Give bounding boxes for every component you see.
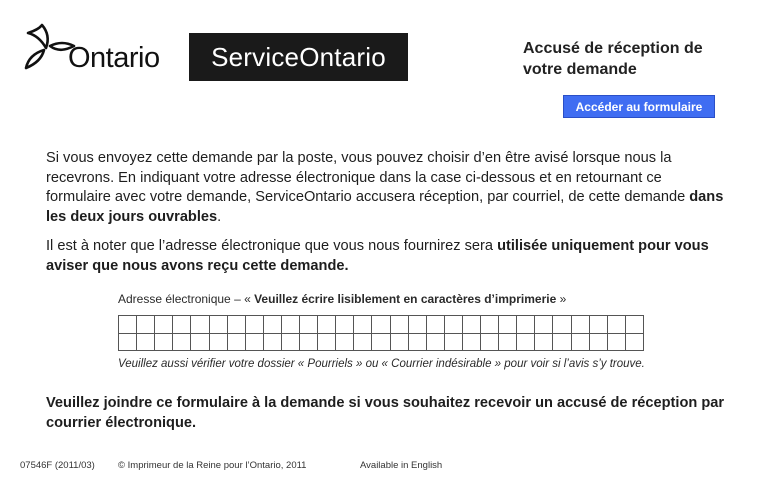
privacy-text: Il est à noter que l’adresse électronique que vous nous fournirez sera — [46, 238, 498, 254]
email-char-cell[interactable] — [264, 334, 282, 352]
privacy-bold-text: utilisée uniquement pour vous aviser que nous avons reçu cette demande. — [46, 238, 709, 274]
email-char-cell[interactable] — [626, 316, 644, 334]
email-char-cell[interactable] — [173, 316, 191, 334]
email-label-suffix: » — [556, 292, 567, 306]
email-char-cell[interactable] — [354, 334, 372, 352]
email-char-cell[interactable] — [318, 316, 336, 334]
email-char-cell[interactable] — [119, 334, 137, 352]
email-char-cell[interactable] — [590, 316, 608, 334]
email-char-cell[interactable] — [372, 316, 390, 334]
email-char-cell[interactable] — [590, 334, 608, 352]
email-char-cell[interactable] — [191, 316, 209, 334]
email-char-cell[interactable] — [336, 316, 354, 334]
email-char-cell[interactable] — [246, 334, 264, 352]
email-char-cell[interactable] — [336, 334, 354, 352]
email-label-bold: Veuillez écrire lisiblement en caractères d’imprimerie — [254, 292, 557, 306]
intro-end: . — [217, 208, 222, 225]
email-char-cell[interactable] — [137, 334, 155, 352]
copyright-notice: © Imprimeur de la Reine pour l’Ontario, 2011 — [118, 460, 307, 471]
email-char-cell[interactable] — [572, 316, 590, 334]
email-char-cell[interactable] — [517, 316, 535, 334]
email-char-cell[interactable] — [137, 316, 155, 334]
email-char-cell[interactable] — [463, 316, 481, 334]
email-char-cell[interactable] — [282, 316, 300, 334]
title-line-2: votre demande — [523, 61, 637, 78]
email-char-cell[interactable] — [228, 316, 246, 334]
email-char-cell[interactable] — [282, 334, 300, 352]
email-char-cell[interactable] — [155, 334, 173, 352]
email-char-cell[interactable] — [372, 334, 390, 352]
email-char-cell[interactable] — [300, 316, 318, 334]
email-char-cell[interactable] — [481, 334, 499, 352]
email-char-cell[interactable] — [572, 334, 590, 352]
ontario-wordmark: Ontario — [68, 42, 160, 74]
spam-folder-note: Veuillez aussi vérifier votre dossier « Pourriels » ou « Courrier indésirable » pour voir si l’avis s’y trouve. — [118, 358, 645, 370]
email-char-cell[interactable] — [191, 334, 209, 352]
language-availability: Available in English — [360, 460, 443, 471]
access-form-button[interactable]: Accéder au formulaire — [563, 95, 715, 118]
ontario-logo — [22, 22, 172, 78]
email-char-cell[interactable] — [626, 334, 644, 352]
serviceontario-logo — [189, 33, 408, 81]
email-char-cell[interactable] — [391, 316, 409, 334]
email-char-cell[interactable] — [409, 316, 427, 334]
email-char-cell[interactable] — [210, 334, 228, 352]
email-char-cell[interactable] — [354, 316, 372, 334]
email-label-prefix: Adresse électronique – « — [118, 292, 255, 306]
email-char-cell[interactable] — [210, 316, 228, 334]
email-char-cell[interactable] — [427, 316, 445, 334]
email-char-cell[interactable] — [553, 316, 571, 334]
email-char-cell[interactable] — [445, 316, 463, 334]
email-char-cell[interactable] — [517, 334, 535, 352]
intro-paragraph — [46, 149, 726, 227]
email-char-cell[interactable] — [155, 316, 173, 334]
email-char-cell[interactable] — [553, 334, 571, 352]
form-number: 07546F (2011/03) — [20, 460, 95, 471]
email-char-cell[interactable] — [481, 316, 499, 334]
email-char-cell[interactable] — [228, 334, 246, 352]
email-label — [118, 292, 566, 306]
intro-bold-text: dans les deux jours ouvrables — [46, 189, 724, 225]
email-char-cell[interactable] — [246, 316, 264, 334]
title-line-1: Accusé de réception de — [523, 40, 703, 57]
email-char-cell[interactable] — [463, 334, 481, 352]
email-char-cell[interactable] — [391, 334, 409, 352]
email-char-cell[interactable] — [119, 316, 137, 334]
email-char-cell[interactable] — [499, 316, 517, 334]
serviceontario-wordmark: ServiceOntario — [211, 41, 386, 72]
email-char-cell[interactable] — [318, 334, 336, 352]
closing-instruction: Veuillez joindre ce formulaire à la demande si vous souhaitez recevoir un accusé de réception par courrier électronique. — [46, 395, 725, 431]
email-char-cell[interactable] — [300, 334, 318, 352]
email-char-cell[interactable] — [608, 334, 626, 352]
email-char-cell[interactable] — [535, 334, 553, 352]
email-char-cell[interactable] — [427, 334, 445, 352]
email-char-cell[interactable] — [499, 334, 517, 352]
email-entry-grid[interactable] — [118, 315, 644, 351]
email-char-cell[interactable] — [608, 316, 626, 334]
email-char-cell[interactable] — [173, 334, 191, 352]
email-char-cell[interactable] — [445, 334, 463, 352]
email-char-cell[interactable] — [409, 334, 427, 352]
page-title — [523, 38, 753, 80]
email-char-cell[interactable] — [535, 316, 553, 334]
privacy-paragraph — [46, 237, 726, 276]
email-char-cell[interactable] — [264, 316, 282, 334]
intro-text: Si vous envoyez cette demande par la poste, vous pouvez choisir d’en être avisé lorsque nous la recevrons. En indiquant votre adresse électronique dans la case ci-dessous et en retournant ce formulaire avec votre demande, ServiceOntario accusera réception, par courriel, de cette demande — [46, 150, 690, 205]
